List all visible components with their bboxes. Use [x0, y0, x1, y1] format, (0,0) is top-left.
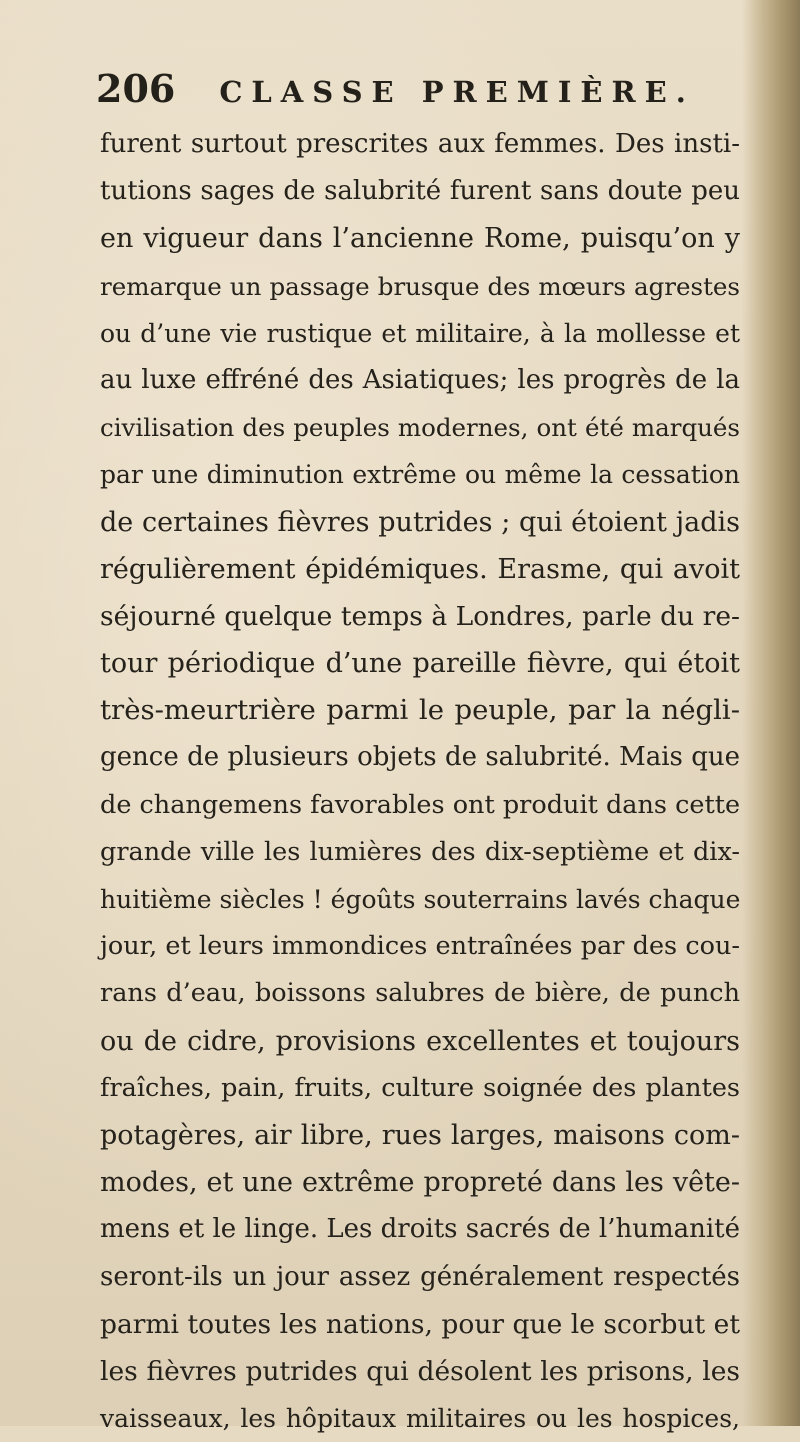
page-number: 206 [96, 66, 176, 111]
text-line: seront-ils un jour assez généralement respectés [100, 1261, 740, 1292]
text-line: gence de plusieurs objets de salubrité. Mais que [100, 742, 740, 773]
text-line: mens et le linge. Les droits sacrés de l’humanité [100, 1214, 740, 1245]
text-line: tutions sages de salubrité furent sans doute peu [100, 176, 740, 207]
text-line: modes, et une extrême propreté dans les vête- [100, 1167, 740, 1199]
text-line: tour périodique d’une pareille fièvre, qui étoit [100, 648, 740, 680]
text-line: au luxe effréné des Asiatiques; les progrès de la [100, 364, 740, 395]
text-line: séjourné quelque temps à Londres, parle du re- [100, 600, 740, 632]
text-line: très-meurtrière parmi le peuple, par la négli- [100, 694, 740, 727]
text-line: fraîches, pain, fruits, culture soignée des plantes [100, 1072, 740, 1103]
text-line: ou de cidre, provisions excellentes et toujours [100, 1025, 740, 1057]
text-line: grande ville les lumières des dix-septième et dix- [100, 836, 740, 867]
text-line: régulièrement épidémiques. Erasme, qui avoit [100, 553, 740, 585]
text-line: huitième siècles ! égoûts souterrains lavés chaque [100, 885, 741, 914]
page-edge-shadow [742, 0, 800, 1426]
text-line: potagères, air libre, rues larges, maisons com- [100, 1119, 740, 1151]
page-header [96, 66, 716, 122]
text-line: de certaines fièvres putrides ; qui étoient jadis [100, 506, 740, 538]
text-line: jour, et leurs immondices entraînées par des cou- [100, 931, 740, 962]
text-line: par une diminution extrême ou même la cessation [100, 460, 740, 490]
text-line: de changemens favorables ont produit dans cette [100, 789, 741, 820]
text-line: en vigueur dans l’ancienne Rome, puisqu’on y [100, 223, 740, 255]
text-line: parmi toutes les nations, pour que le scorbut et [100, 1308, 740, 1340]
text-line: civilisation des peuples modernes, ont été marqués [100, 413, 740, 443]
text-line: vaisseaux, les hôpitaux militaires ou les hospices, [100, 1404, 740, 1434]
text-line: les fièvres putrides qui désolent les prisons, les [100, 1355, 740, 1387]
text-line: remarque un passage brusque des mœurs agrestes [100, 271, 740, 301]
text-line: furent surtout prescrites aux femmes. Des insti- [100, 129, 740, 159]
running-head: CLASSE PREMIÈRE. [219, 75, 695, 109]
text-line: rans d’eau, boissons salubres de bière, de punch [100, 978, 740, 1009]
body-text [100, 121, 740, 1442]
text-line: ou d’une vie rustique et militaire, à la mollesse et [100, 318, 740, 348]
